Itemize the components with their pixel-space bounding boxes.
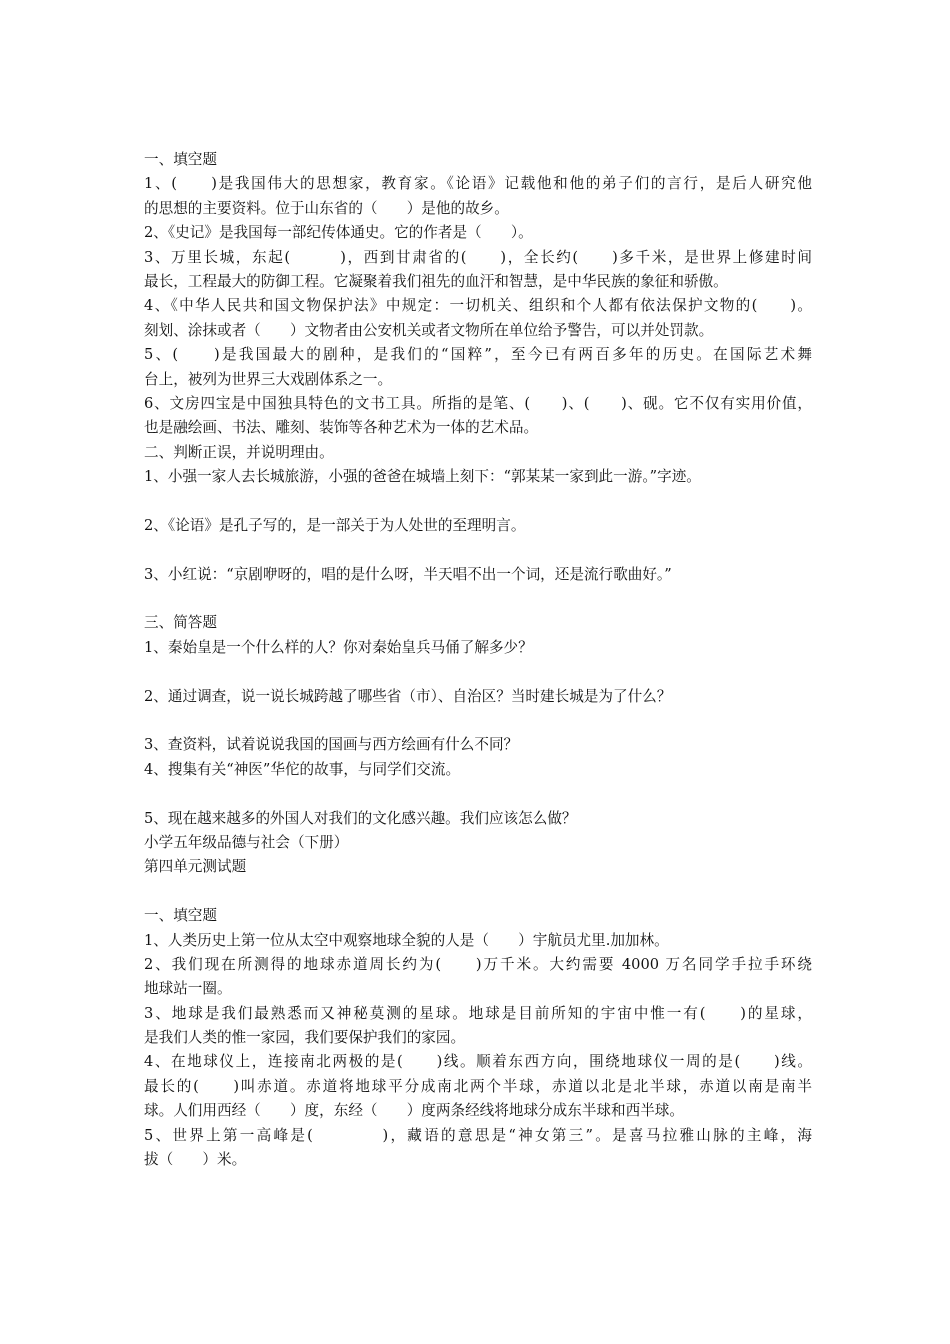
short-answer-item: 3、查资料，试着说说我国的国画与西方绘画有什么不同？: [144, 736, 519, 754]
spacer: [144, 880, 812, 904]
question-line: 台上，被列为世界三大戏剧体系之一。: [144, 370, 393, 388]
question-line: 3、地球是我们最熟悉而又神秘莫测的星球。地球是目前所知的宇宙中惟一有( )的星球，: [144, 1004, 812, 1022]
question-line: 1、人类历史上第一位从太空中观察地球全貌的人是（ ）宇航员尤里.加加林。: [144, 931, 669, 949]
question-line: 最长，工程最大的防御工程。它凝聚着我们祖先的血汗和智慧，是中华民族的象征和骄傲。: [144, 272, 728, 290]
short-answer-item: 4、搜集有关“神医”华佗的故事，与同学们交流。: [144, 760, 461, 778]
judgement-item: 1、小强一家人去长城旅游，小强的爸爸在城墙上刻下：“郭某某一家到此一游。”字迹。: [144, 468, 701, 486]
question-line: 也是融绘画、书法、雕刻、装饰等各种艺术为一体的艺术品。: [144, 419, 539, 437]
question-line: 最长的( )叫赤道。赤道将地球平分成南北两个半球，赤道以北是北半球，赤道以南是南半: [144, 1077, 812, 1095]
short-answer-item: 2、通过调查，说一说长城跨越了哪些省（市）、自治区？当时建长城是为了什么？: [144, 687, 672, 705]
question-line: 3、万里长城，东起( )，西到甘肃省的( )，全长约( )多千米，是世界上修建时间: [144, 248, 812, 266]
question-line: 拔（ ）米。: [144, 1151, 247, 1169]
section-heading-short-answer: 三、简答题: [144, 614, 217, 632]
question-line: 5、世界上第一高峰是( )，藏语的意思是“神女第三”。是喜马拉雅山脉的主峰，海: [144, 1126, 812, 1144]
question-line: 球。人们用西经（ ）度，东经（ ）度两条经线将地球分成东半球和西半球。: [144, 1102, 684, 1120]
answer-space: [144, 709, 812, 733]
section-heading-fill-blanks: 一、填空题: [144, 151, 217, 168]
answer-space: [144, 782, 812, 806]
question-line: 的思想的主要资料。位于山东省的（ ）是他的故乡。: [144, 199, 509, 217]
question-line: 5、( )是我国最大的剧种，是我们的“国粹”，至今已有两百多年的历史。在国际艺术舞: [144, 346, 812, 364]
question-line: 4、在地球仪上，连接南北两极的是( )线。顺着东西方向，围绕地球仪一周的是( )线。: [144, 1053, 812, 1071]
question-line: 刻划、涂抹或者（ ）文物者由公安机关或者文物所在单位给予警告，可以并处罚款。: [144, 321, 714, 339]
unit-title: 第四单元测试题: [144, 858, 247, 876]
judgement-item: 3、小红说：“京剧咿呀的，唱的是什么呀，半天唱不出一个词，还是流行歌曲好。”: [144, 565, 672, 583]
short-answer-item: 5、现在越来越多的外国人对我们的文化感兴趣。我们应该怎么做？: [144, 809, 577, 827]
document-body: [144, 148, 812, 1172]
course-title: 小学五年级品德与社会（下册）: [144, 833, 349, 851]
question-line: 6、文房四宝是中国独具特色的文书工具。所指的是笔、( )、( )、砚。它不仅有实用价值，: [144, 394, 812, 412]
question-line: 地球站一圈。: [144, 980, 232, 998]
judgement-item: 2、《论语》是孔子写的，是一部关于为人处世的至理明言。: [144, 516, 526, 534]
section-heading-true-false: 二、判断正误，并说明理由。: [144, 443, 334, 461]
question-line: 是我们人类的惟一家园，我们要保护我们的家园。: [144, 1029, 466, 1047]
answer-space: [144, 660, 812, 684]
answer-space: [144, 538, 812, 562]
answer-space: [144, 587, 812, 611]
answer-space: [144, 489, 812, 513]
short-answer-item: 1、秦始皇是一个什么样的人？你对秦始皇兵马俑了解多少？: [144, 638, 533, 656]
section-heading-fill-blanks: 一、填空题: [144, 907, 217, 925]
question-line: 4、《中华人民共和国文物保护法》中规定：一切机关、组织和个人都有依法保护文物的( )。: [144, 297, 812, 315]
question-line: 2、《史记》是我国每一部纪传体通史。它的作者是（ ）。: [144, 224, 533, 242]
question-line: 2、我们现在所测得的地球赤道周长约为( )万千米。大约需要 4000 万名同学手拉手环绕: [144, 955, 812, 973]
question-line: 1、( )是我国伟大的思想家，教育家。《论语》记载他和他的弟子们的言行，是后人研究他: [144, 175, 812, 193]
